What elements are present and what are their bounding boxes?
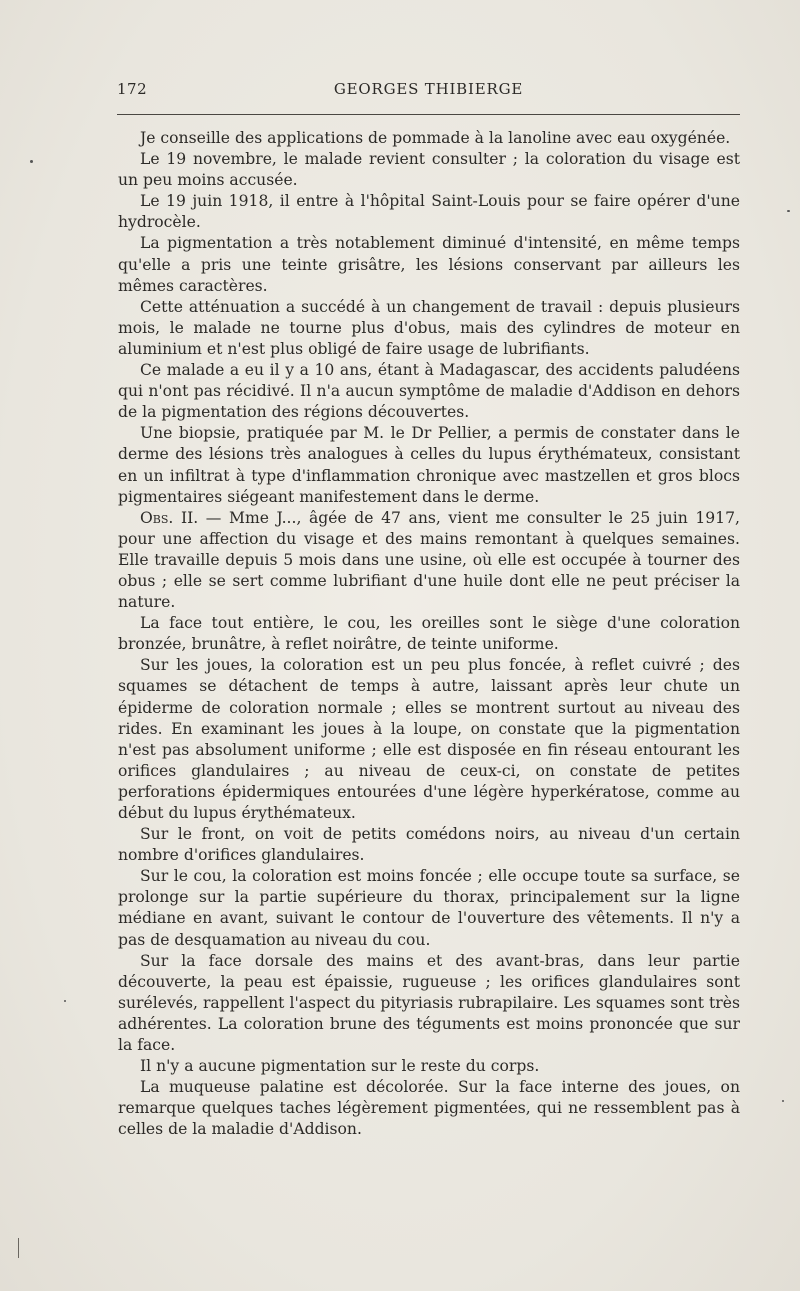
header-rule (117, 114, 740, 115)
page-number: 172 (117, 80, 148, 98)
paragraph: Je conseille des applications de pommade à la lanoline avec eau oxygénée. (140, 129, 731, 147)
paragraph: Une biopsie, pratiquée par M. le Dr Pellier, a permis de constater dans le derme des lésions très analogues à celles du lupus érythémateux, consistant en un infiltrat à type d'inflammation chronique avec mastzellen et gros blocs pigmentaires siégeant manifestement dans le derme. (118, 424, 740, 506)
page-header (117, 80, 740, 104)
paragraph: La muqueuse palatine est décolorée. Sur la face interne des joues, on remarque quelques taches légèrement pigmentées, qui ne ressemblent pas à celles de la maladie d'Addison. (118, 1078, 740, 1139)
scan-speck (64, 1000, 66, 1002)
observation-text: Mme J..., âgée de 47 ans, vient me consulter le 25 juin 1917, pour une affection du visage et des mains remontant à quelques semaines. Elle travaille depuis 5 mois dans une usine, où elle est occupée à tourner des obus ; elle se sert comme lubrifiant d'une huile dont elle ne peut préciser la nature. (118, 508, 740, 612)
observation-paragraph (118, 508, 740, 613)
scan-speck (30, 160, 33, 163)
paragraph: Cette atténuation a succédé à un changement de travail : depuis plusieurs mois, le malade ne tourne plus d'obus, mais des cylindres de moteur en aluminium et n'est plus obligé de faire usage de lubrifiants. (118, 297, 740, 358)
paragraph: La pigmentation a très notablement diminué d'intensité, en même temps qu'elle a pris une teinte grisâtre, les lésions conservant par ailleurs les mêmes caractères. (118, 234, 740, 295)
margin-mark (18, 1238, 19, 1258)
scan-speck (782, 1100, 784, 1102)
paragraph: Sur le front, on voit de petits comédons noirs, au niveau d'un certain nombre d'orifices glandulaires. (118, 825, 740, 865)
paragraph: Ce malade a eu il y a 10 ans, étant à Madagascar, des accidents paludéens qui n'ont pas récidivé. Il n'a aucun symptôme de maladie d'Addison en dehors de la pigmentation des régions découvertes. (118, 361, 740, 422)
paragraph: Sur la face dorsale des mains et des avant-bras, dans leur partie découverte, la peau est épaissie, rugueuse ; les orifices glandulaires sont surélevés, rappellent l'aspect du pityriasis rubrapilaire. Les squames sont très adhérentes. La coloration brune des téguments est moins prononcée que sur la face. (118, 951, 740, 1055)
observation-label: Obs. II. — (140, 508, 222, 527)
paragraph: La face tout entière, le cou, les oreilles sont le siège d'une coloration bronzée, brunâtre, à reflet noirâtre, de teinte uniforme. (118, 614, 740, 654)
paragraph: Il n'y a aucune pigmentation sur le reste du corps. (140, 1057, 540, 1076)
body-text (118, 128, 740, 1141)
paragraph: Le 19 juin 1918, il entre à l'hôpital Saint-Louis pour se faire opérer d'une hydrocèle. (118, 192, 740, 232)
running-head: GEORGES THIBIERGE (333, 80, 524, 98)
paragraph: Sur les joues, la coloration est un peu plus foncée, à reflet cuivré ; des squames se détachent de temps à autre, laissant après leur chute un épiderme de coloration normale ; elles se montrent surtout au niveau des rides. En examinant les joues à la loupe, on constate que la pigmentation n'est pas absolument uniforme ; elle est disposée en fin réseau entourant les orifices glandulaires ; au niveau de ceux-ci, on constate de petites perforations épidermiques entourées d'une légère hyperkératose, comme au début du lupus érythémateux. (118, 656, 740, 822)
scan-speck (787, 210, 790, 212)
paragraph: Sur le cou, la coloration est moins foncée ; elle occupe toute sa surface, se prolonge sur la partie supérieure du thorax, principalement sur la ligne médiane en avant, suivant le contour de l'ouverture des vêtements. Il n'y a pas de desquamation au niveau du cou. (118, 867, 740, 949)
paragraph: Le 19 novembre, le malade revient consulter ; la coloration du visage est un peu moins accusée. (118, 150, 740, 190)
